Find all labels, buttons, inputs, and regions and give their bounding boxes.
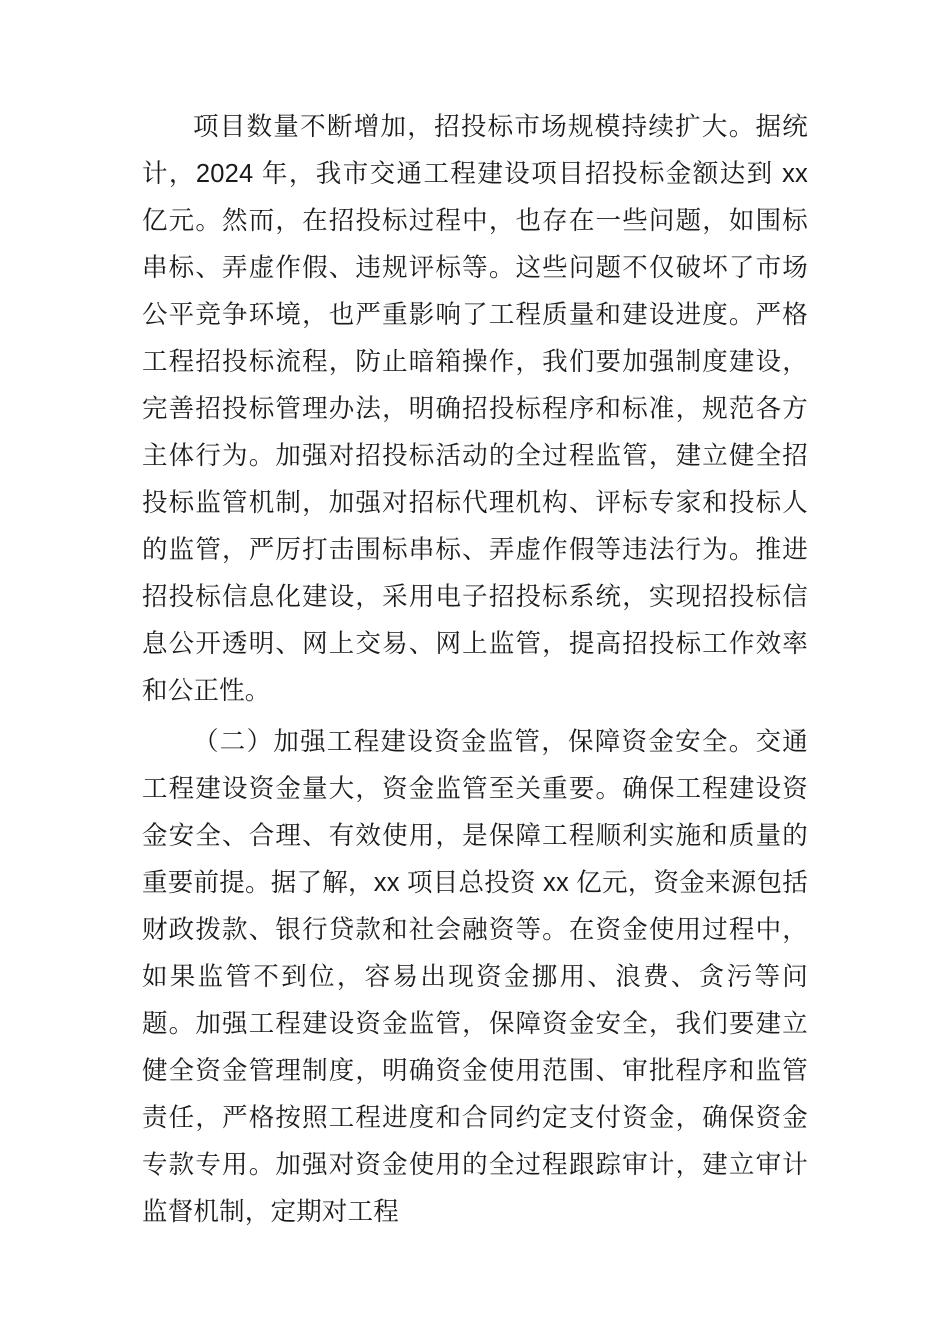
paragraph-2: （二）加强工程建设资金监管，保障资金安全。交通工程建设资金量大，资金监管至关重要。确保工程建设资金安全、合理、有效使用，是保障工程顺利实施和质量的重要前提。据了解，xx 项目总投资 xx 亿元，资金来源包括财政拨款、银行贷款和社会融资等。在资金使用过程中，如果监管不到位，容易出现资金挪用、浪费、贪污等问题。加强工程建设资金监管，保障资金安全，我们要建立健全资金管理制度，明确资金使用范围、审批程序和监管责任，严格按照工程进度和合同约定支付资金，确保资金专款专用。加强对资金使用的全过程跟踪审计，建立审计监督机制，定期对工程 [142, 728, 808, 1226]
paragraph-1: 项目数量不断增加，招投标市场规模持续扩大。据统计，2024 年，我市交通工程建设项目招投标金额达到 xx 亿元。然而，在招投标过程中，也存在一些问题，如围标串标、弄虚作假、违规评标等。这些问题不仅破坏了市场公平竞争环境，也严重影响了工程质量和建设进度。严格工程招投标流程，防止暗箱操作，我们要加强制度建设，完善招投标管理办法，明确招投标程序和标准，规范各方主体行为。加强对招投标活动的全过程监管，建立健全招投标监管机制，加强对招标代理机构、评标专家和投标人的监管，严厉打击围标串标、弄虚作假等违法行为。推进招投标信息化建设，采用电子招投标系统，实现招投标信息公开透明、网上交易、网上监管，提高招投标工作效率和公正性。 [142, 113, 808, 705]
document-text-body [142, 104, 808, 1236]
